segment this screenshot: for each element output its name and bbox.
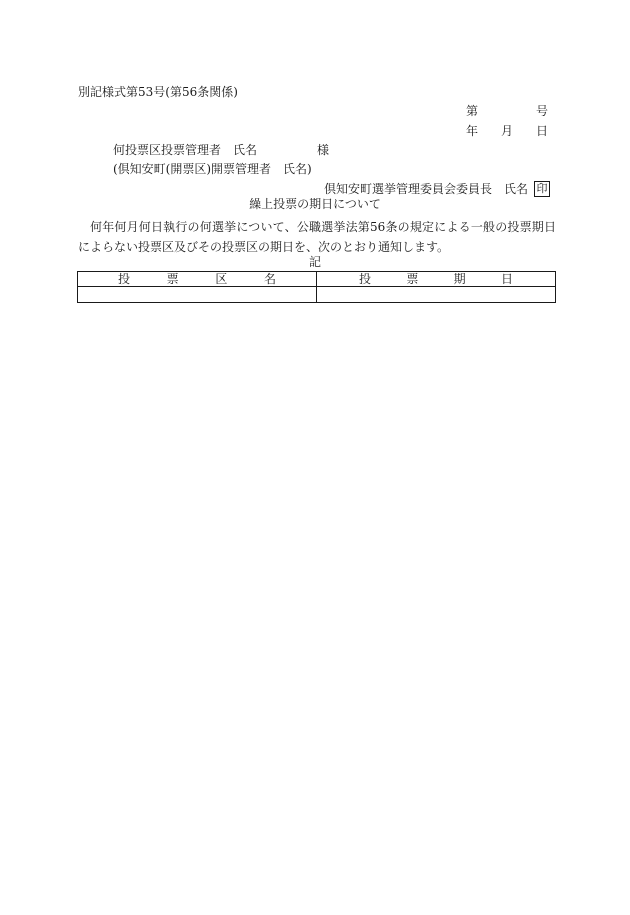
addressee-primary-text: 何投票区投票管理者 氏名 xyxy=(113,143,258,157)
date-year: 年 xyxy=(466,124,479,138)
issue-date xyxy=(466,125,548,137)
table-header-row xyxy=(78,272,556,287)
cell-voting-date xyxy=(317,287,556,303)
addressee-honorific: 様 xyxy=(317,143,330,157)
addressee-primary xyxy=(113,144,329,156)
ki-heading: 記 xyxy=(308,255,321,269)
body-paragraph: 何年何月何日執行の何選挙について、公職選挙法第56条の規定による一般の投票期日によらない投票区及びその投票区の期日を、次のとおり通知します。 xyxy=(78,220,556,254)
date-month: 月 xyxy=(500,124,513,138)
sender-name: 倶知安町選挙管理委員会委員長 氏名 xyxy=(323,182,528,196)
addressee-secondary: (倶知安町(開票区)開票管理者 氏名) xyxy=(113,162,312,176)
seal-mark: 印 xyxy=(534,181,550,197)
sender xyxy=(324,181,550,197)
reference-go: 号 xyxy=(535,104,548,118)
cell-district-name xyxy=(78,287,317,303)
header-voting-date: 投 票 期 日 xyxy=(317,272,556,287)
reference-number xyxy=(466,105,548,117)
reference-dai: 第 xyxy=(466,104,479,118)
form-number: 別記様式第53号(第56条関係) xyxy=(78,85,238,99)
document-title: 繰上投票の期日について xyxy=(249,197,381,211)
header-district-name: 投 票 区 名 xyxy=(78,272,317,287)
schedule-table xyxy=(77,271,556,303)
date-day: 日 xyxy=(535,124,548,138)
table-row xyxy=(78,287,556,303)
